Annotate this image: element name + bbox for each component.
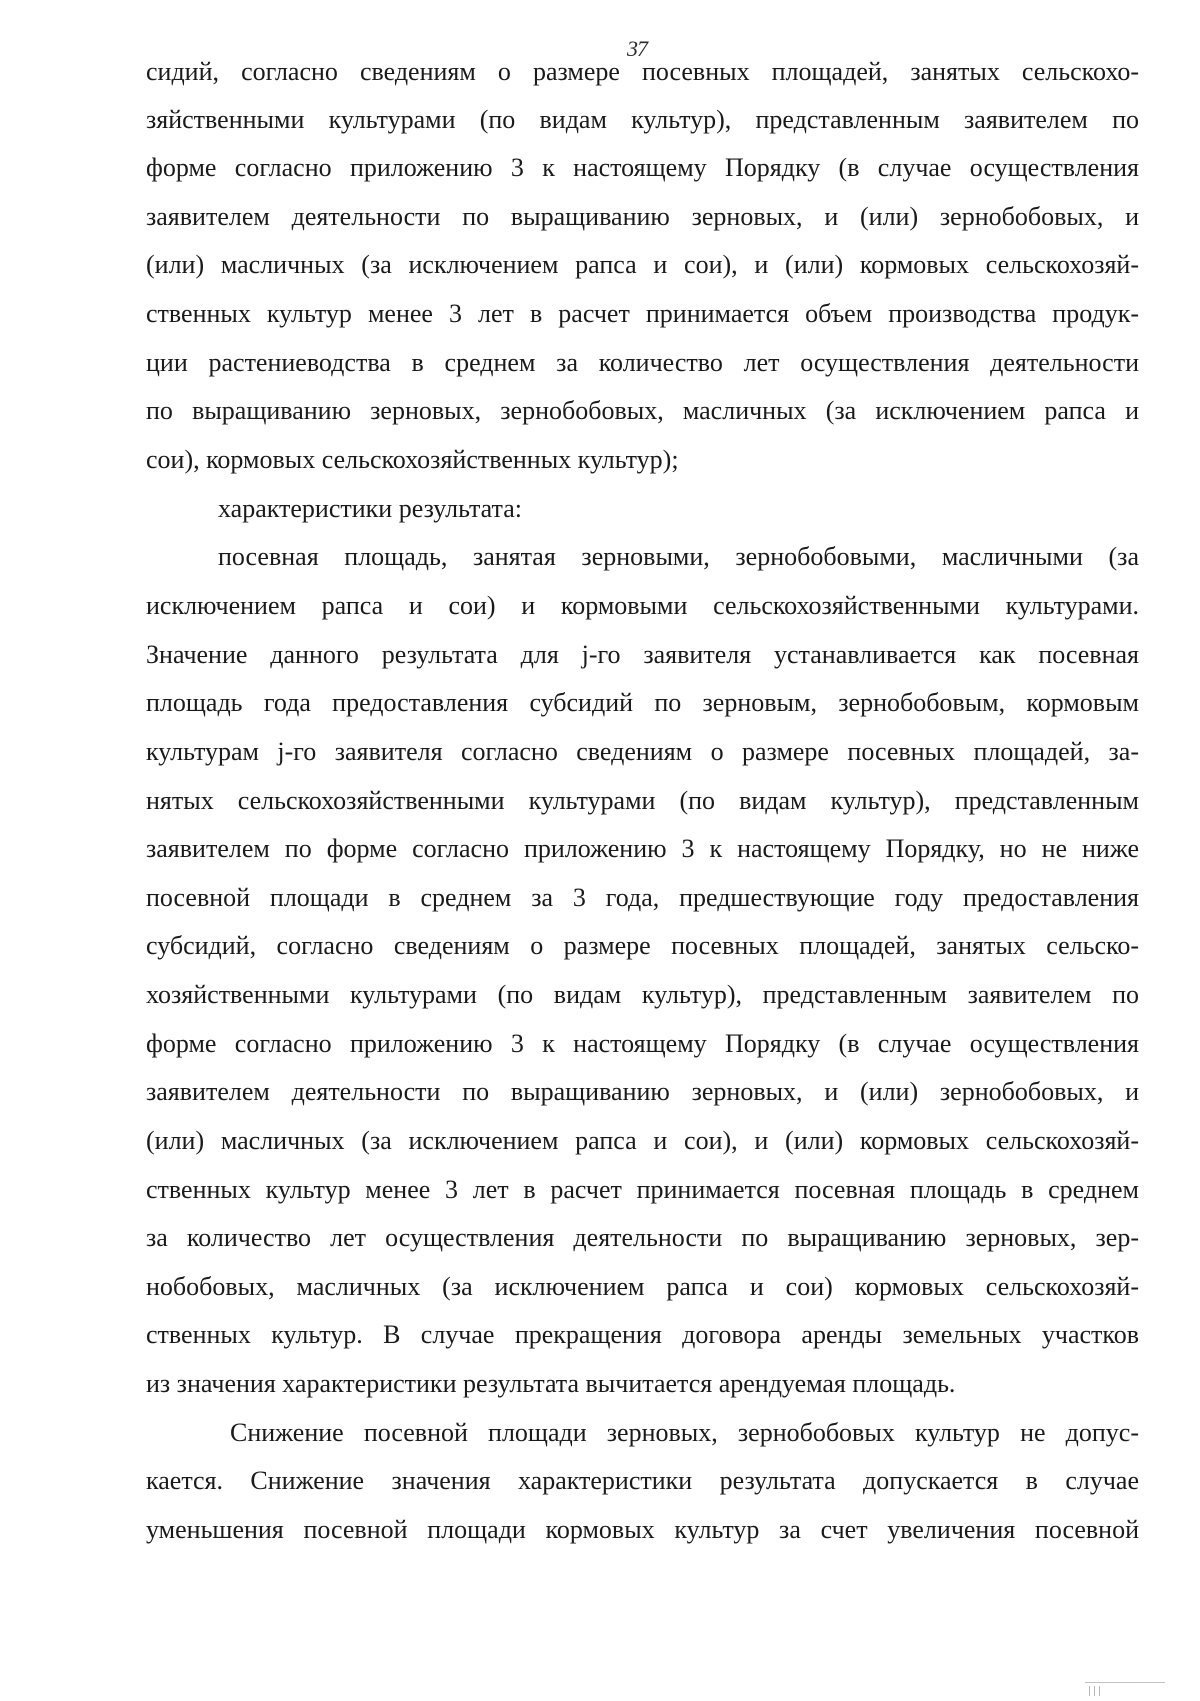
text-line: хозяйственными культурами (по видам культур), представленным заявителем по — [146, 980, 1139, 1009]
text-line: форме согласно приложению 3 к настоящему Порядку (в случае осуществления — [146, 1029, 1139, 1058]
text-line: нобобовых, масличных (за исключением рапса и сои) кормовых сельскохозяй- — [146, 1272, 1139, 1301]
text-line: Значение данного результата для j-го заявителя устанавливается как посевная — [146, 640, 1139, 669]
section-heading: характеристики результата: — [218, 494, 522, 523]
page-number: 37 — [627, 36, 647, 61]
text-line: (или) масличных (за исключением рапса и сои), и (или) кормовых сельскохозяй- — [146, 1126, 1139, 1155]
text-line: за количество лет осуществления деятельности по выращиванию зерновых, зер- — [146, 1223, 1139, 1252]
text-line: форме согласно приложению 3 к настоящему Порядку (в случае осуществления — [146, 153, 1139, 182]
text-line: исключением рапса и сои) и кормовыми сельскохозяйственными культурами. — [146, 591, 1139, 620]
text-line: посевной площади в среднем за 3 года, предшествующие году предоставления — [146, 883, 1139, 912]
text-line: заявителем деятельности по выращиванию зерновых, и (или) зернобобовых, и — [146, 1077, 1139, 1106]
text-line: посевная площадь, занятая зерновыми, зернобобовыми, масличными (за — [218, 542, 1139, 571]
text-line: культурам j-го заявителя согласно сведениям о размере посевных площадей, за- — [146, 737, 1139, 766]
text-line: (или) масличных (за исключением рапса и сои), и (или) кормовых сельскохозяй- — [146, 250, 1139, 279]
text-line: по выращиванию зерновых, зернобобовых, масличных (за исключением рапса и — [146, 396, 1139, 425]
text-line: площадь года предоставления субсидий по зерновым, зернобобовым, кормовым — [146, 688, 1139, 717]
text-line: субсидий, согласно сведениям о размере посевных площадей, занятых сельско- — [146, 931, 1139, 960]
text-line: заявителем по форме согласно приложению 3 к настоящему Порядку, но не ниже — [146, 834, 1139, 863]
text-line: ции растениеводства в среднем за количество лет осуществления деятельности — [146, 348, 1139, 377]
text-line: кается. Снижение значения характеристики результата допускается в случае — [146, 1466, 1139, 1495]
text-line: ственных культур. В случае прекращения договора аренды земельных участков — [146, 1320, 1139, 1349]
scan-corner-mark — [1085, 1682, 1165, 1695]
text-line: нятых сельскохозяйственными культурами (по видам культур), представленным — [146, 786, 1139, 815]
text-line: Снижение посевной площади зерновых, зернобобовых культур не допус- — [230, 1418, 1139, 1447]
text-line: ственных культур менее 3 лет в расчет принимается посевная площадь в среднем — [146, 1175, 1139, 1204]
text-line: заявителем деятельности по выращиванию зерновых, и (или) зернобобовых, и — [146, 202, 1139, 231]
text-line: уменьшения посевной площади кормовых культур за счет увеличения посевной — [146, 1515, 1139, 1544]
text-line: сидий, согласно сведениям о размере посевных площадей, занятых сельскохо- — [146, 57, 1139, 86]
text-line: из значения характеристики результата вычитается арендуемая площадь. — [146, 1369, 956, 1398]
text-line: зяйственными культурами (по видам культур), представленным заявителем по — [146, 105, 1139, 134]
text-line: ственных культур менее 3 лет в расчет принимается объем производства продук- — [146, 299, 1139, 328]
text-line: сои), кормовых сельскохозяйственных культур); — [146, 445, 679, 474]
